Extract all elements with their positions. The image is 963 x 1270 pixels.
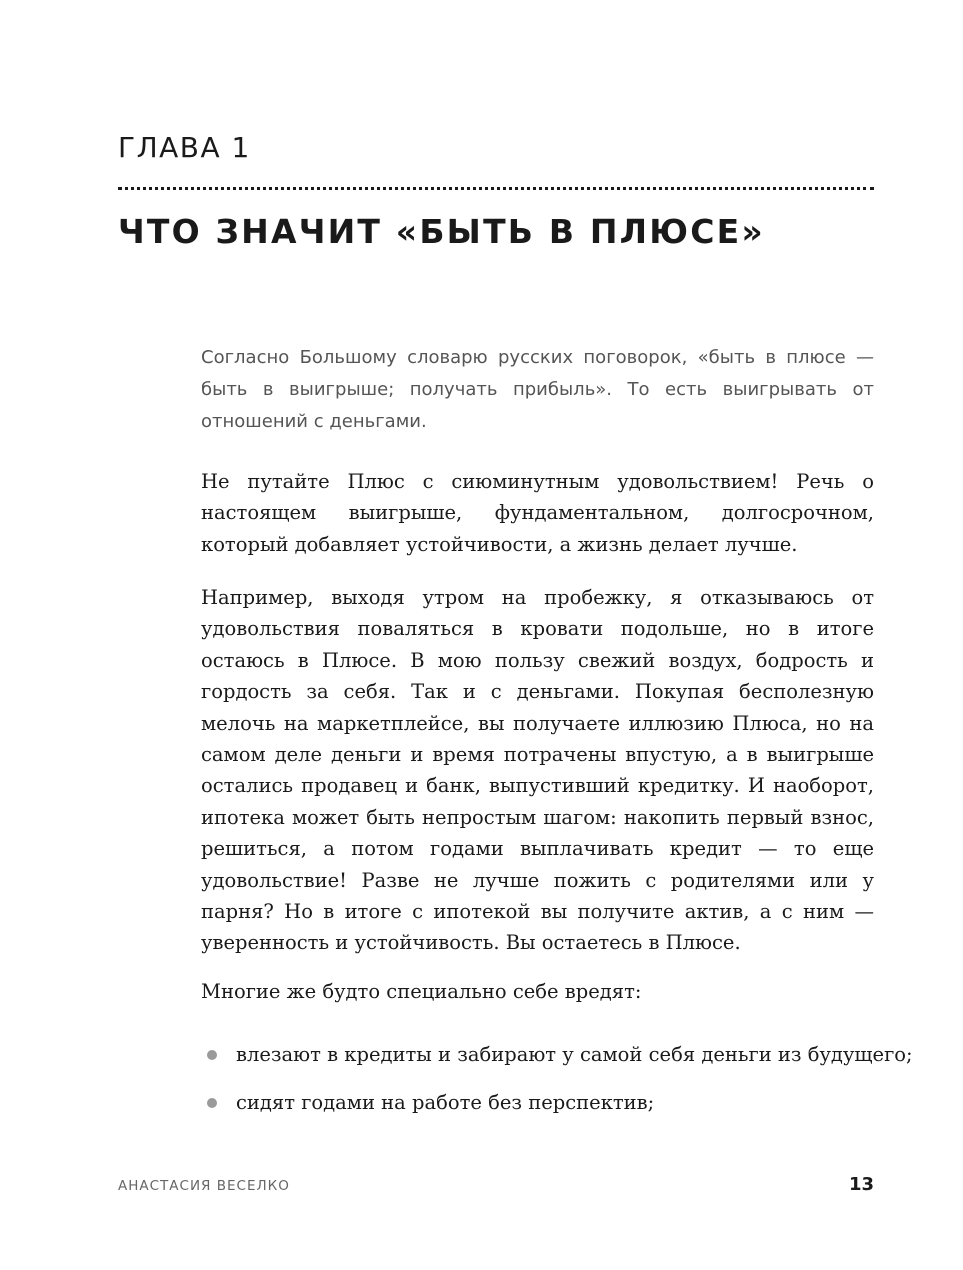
page-number: 13 bbox=[848, 1174, 874, 1195]
body-paragraph: Не путайте Плюс с сиюминутным удовольствием! Речь о настоящем выигрыше, фундаментальном, долгосрочном, который добавляет устойчивости, а жизнь делает лучше. bbox=[201, 470, 874, 556]
body-paragraph: Многие же будто специально себе вредят: bbox=[201, 980, 642, 1003]
bullet-text: сидят годами на работе без перспектив; bbox=[236, 1091, 655, 1115]
bullet-list bbox=[201, 1039, 913, 1136]
chapter-label: ГЛАВА 1 bbox=[118, 131, 251, 164]
bullet-item bbox=[201, 1039, 913, 1070]
dotted-divider bbox=[118, 187, 874, 190]
bullet-dot-icon bbox=[207, 1050, 217, 1060]
footer-author: АНАСТАСИЯ ВЕСЕЛКО bbox=[118, 1178, 290, 1194]
intro-quote: Согласно Большому словарю русских поговорок, «быть в плюсе — быть в выигрыше; получать прибыль». То есть выигрывать от отношений с деньгами. bbox=[201, 347, 874, 432]
bullet-dot-icon bbox=[207, 1098, 217, 1108]
bullet-item bbox=[201, 1087, 874, 1118]
bullet-text: влезают в кредиты и забирают у самой себя деньги из будущего; bbox=[236, 1043, 913, 1066]
chapter-title: ЧТО ЗНАЧИТ «БЫТЬ В ПЛЮСЕ» bbox=[118, 212, 765, 251]
body-paragraph: Например, выходя утром на пробежку, я отказываюсь от удовольствия поваляться в кровати подольше, но в итоге остаюсь в Плюсе. В мою пользу свежий воздух, бодрость и гордость за себя. Так и с деньгами. Покупая бесполезную мелочь на маркетплейсе, вы получаете иллюзию Плюса, но на самом деле деньги и время потрачены впустую, а в выигрыше остались продавец и банк, выпустивший кредитку. И наоборот, ипотека может быть непростым шагом: накопить первый взнос, решиться, а потом годами выплачивать кредит — то еще удовольствие! Разве не лучше пожить с родителями или у парня? Но в итоге с ипотекой вы получите актив, а с ним — уверенность и устойчивость. Вы остаетесь в Плюсе. bbox=[201, 586, 874, 955]
